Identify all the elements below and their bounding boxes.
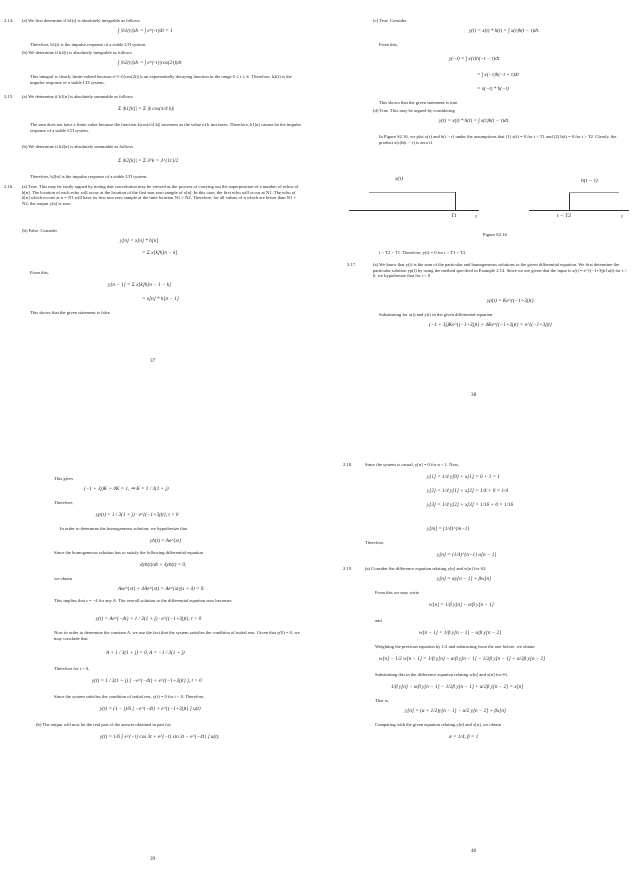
page-37	[0, 0, 319, 446]
problem-2-16-label: 2.16.	[4, 184, 14, 189]
p216b-conclusion: This shows that the given statement is false.	[30, 310, 111, 315]
since-para: Since the homogeneous solution has to satisfy the following differential equation	[54, 550, 203, 555]
p215a-paragraph: The sum does not have a finite value because the function k|cos(π/4 k)| increases as the value of k increases. Therefore, h1[n] cannot be the impulse response of a stable LTI system.	[30, 122, 302, 133]
fig-t-t2-label: t − T2	[557, 213, 572, 219]
br-eq8: w[n − 1] = 1/β y[n − 1] − α/β y[n − 2]	[419, 630, 502, 636]
p216b-eq3: y[n − 1] = Σ x[k]h[n − 1 − k]	[108, 282, 172, 288]
p214a-equation: ∫ |h1(τ)|dτ = ∫ e^{-τ}dτ = 1	[118, 28, 173, 34]
p214b-equation: ∫ |h2(τ)|dτ = ∫ e^{-τ}|cos(2τ)|dτ	[118, 60, 182, 66]
comparing: Comparing with the given equation relating y[n] and x[n], we obtain	[375, 722, 501, 727]
bl-eq8: y(t) = 1 / 3(1 + j) [ −e^{−4t} + e^{(−1+3j)t} ], t > 0	[92, 678, 202, 684]
page-38	[319, 0, 638, 446]
p216b-eq4: = x[n] * h[n − 1]	[142, 296, 179, 302]
fig-tau1-label: τ	[475, 214, 478, 220]
p216b-eq1: y[n] = x[n] * h[n]	[120, 238, 159, 244]
p215a-text: (a) We determine if h1[n] is absolutely summable as follows	[22, 94, 133, 99]
now-para: Now in order to determine the constant A, we use the fact that the system satisfies the condition of initial rest. Given that y(0) = 0, we may conclude that	[54, 630, 300, 641]
fig-t1-label: T1	[451, 213, 457, 219]
p214b-paragraph: This integral is clearly finite-valued because e^{-t}|cos(2t)| is an exponentially decaying function in the range 0 ≤ t ≤ ∞. Therefore, h2(t) is the impulse response of a stable LTI system.	[30, 74, 292, 85]
subst-para: Substituting this in the difference equation relating w[n] and x[n] for S1,	[375, 672, 509, 677]
br-eq1: y[1] = 1/4 y[0] + x[1] = 0 + 1 = 1	[427, 474, 500, 480]
br-eq7: w[n] = 1/β y[n] − α/β y[n − 1]	[429, 602, 494, 608]
br-eq12: α = 1/4, β = 1	[449, 734, 479, 740]
part-c-from: From this,	[379, 42, 398, 47]
p214a-conclusion: Therefore, h1(t) is the impulse response of a stable LTI system.	[30, 42, 147, 47]
p216a-paragraph: (a) True. This may be easily argued by noting that convolution may be viewed as the process of carrying out the superposition of a number of echos of h[n]. The location of each echo will occur at the location of the first non zero sample of x[n]. In this case, the first echo will occur at N1. The echo of h[n] which occurs at n = N1 will have its first non zero sample at the time location N1 + N2. Therefore, for all values of n which are lesser than N1 + N2, the output y[n] is zero.	[22, 184, 299, 206]
p217a-paragraph: (a) We know that y(t) is the sum of the particular and homogeneous solutions to the given differential equation. We first determine the particular solution yp(t) by using the method specified in Example 2.14. Since we are given that the input is x(t) = e^{(−1+3j)t}u(t) for t > 0, we hypothesize that for t > 0	[373, 262, 627, 279]
page-39	[0, 446, 319, 892]
p216b-from: From this,	[30, 270, 49, 275]
p215b-equation: Σ |h2[k]| = Σ 3^k = 3^{11}/2	[118, 158, 179, 164]
and: and	[375, 618, 382, 623]
problem-2-14-label: 2.14.	[4, 18, 14, 23]
br-eq3: y[3] = 1/4 y[2] + x[3] = 1/16 + 0 = 1/16	[427, 502, 514, 508]
part-d-text: (d) True. This may be argued by considering	[373, 108, 455, 113]
p218-text: Since the system is causal, y[n] = 0 for n < 1. Now,	[365, 462, 460, 467]
therefore-2: Therefore for t > 0,	[54, 666, 90, 671]
p215b-conclusion: Therefore, h2[n] is the impulse response of a stable LTI system.	[30, 174, 148, 179]
bl-eq9: y(t) = (1 − j)/6 [ −e^{−4t} + e^{(−1+3j)t} ] u(t)	[100, 706, 201, 712]
bl-eq10: y(t) = 1/6 [ e^{−t} cos 3t + e^{−t} sin 3t − e^{−4t} ] u(t).	[100, 734, 220, 740]
fig-h-label: h(t − τ)	[581, 178, 598, 184]
problem-2-17-label: 2.17.	[347, 262, 357, 267]
page-number: 40	[471, 848, 477, 854]
part-c-eq1: y(t) = x(t) * h(t) = ∫ x(τ)h(t − τ)dτ.	[469, 28, 540, 34]
we-obtain: we obtain	[54, 576, 72, 581]
p219a-text: (a) Consider the difference equation relating y[n] and w[n] for S2:	[365, 566, 487, 571]
problem-2-18-label: 2.18.	[343, 462, 353, 467]
p216b-text: (b) False. Consider	[22, 228, 58, 233]
bl-eq7: A + 1 / 3(1 + j) = 0, A = −1 / 3(1 + j)	[106, 650, 185, 656]
part-d-eq: y(t) = x(t) * h(t) = ∫ x(τ)h(t − τ)dτ.	[439, 118, 510, 124]
p216b-eq2: = Σ x[k]h[n − k]	[142, 250, 178, 256]
fig-x-top	[369, 192, 455, 193]
fig-h-top	[569, 192, 619, 193]
homog-para: In order to determine the homogeneous solution, we hypothesize that	[60, 526, 188, 531]
p215b-text: (b) We determine if h2[n] is absolutely summable as follows	[22, 144, 134, 149]
bl-eq3: yh(t) = Ae^{st}	[150, 538, 182, 544]
fig-x-axis-left	[349, 210, 479, 211]
page-40	[319, 446, 638, 892]
bl-eq2: yp(t) = 1 / 3(1 + j) · e^{(−1+3j)t}, t > 0	[96, 512, 179, 518]
part-d-paragraph: In Figure S2.16, we plot x(τ) and h(t − τ) under the assumptions that (1) x(t) = 0 for t > T1 and (2) h(t) = 0 for t > T2. Clearly, the product x(τ)h(t − τ) is zero if	[379, 134, 617, 145]
br-eq11: y[n] = (α + 1/2)y[n − 1] − α/2 y[n − 2] + βx[n]	[405, 708, 506, 714]
fig-caption: Figure S2.16	[483, 232, 507, 237]
therefore: Therefore,	[365, 540, 385, 545]
bl-eq5: Ase^{st} + 4Ae^{st} = Ae^{st}(s + 4) = 0.	[118, 586, 205, 592]
bl-eq4: dyh(t)/dt + 4yh(t) = 0,	[140, 562, 187, 568]
fig-tau2-label: τ	[621, 214, 624, 220]
weighting-para: Weighting the previous equation by 1/2 and subtracting from the one before, we obtain	[375, 644, 535, 649]
bl-eq6: y(t) = Ae^{−4t} + 1 / 3(1 + j) · e^{(−1+3j)t}, t > 0	[96, 616, 202, 622]
br-eq9: w[n] − 1/2 w[n − 1] = 1/β y[n] − α/β y[n − 1] − 1/2β y[n − 1] + α/2β y[n − 2]	[379, 656, 546, 662]
part-c-eq4: = x(−t) * h(−t)	[477, 86, 509, 92]
p215a-equation: Σ |h1[k]| = Σ |k cos(π/4 k)|	[118, 106, 175, 112]
br-eq2: y[2] = 1/4 y[1] + x[2] = 1/4 + 0 = 1/4	[427, 488, 509, 494]
part-c-text: (c) True. Consider	[373, 18, 407, 23]
from-above: From this we may write	[375, 590, 419, 595]
p217a-substituting: Substituting for x(t) and y(t) in the given differential equation,	[379, 312, 494, 317]
bl-eq1: (−1 + 3j)K + 4K = 1, ⇒ K = 1 / 3(1 + j)	[84, 486, 169, 492]
page-number: 38	[471, 392, 477, 398]
p214b-text: (b) We determine if h2(t) is absolutely integrable as follows	[22, 50, 132, 55]
part-c-eq2: y(−t) = ∫ x(τ)h(−t − τ)dτ	[449, 56, 500, 62]
br-eq6: y[n] = αy[n − 1] + βw[n]	[437, 576, 492, 582]
that-is: That is,	[375, 698, 389, 703]
page-number: 39	[150, 856, 156, 862]
part-c-eq3: = ∫ x(−τ)h(−t + τ)dτ	[477, 72, 520, 78]
fig-h-axis	[529, 210, 629, 211]
part-b-text: (b) The output will now be the real part of the answer obtained in part (a).	[36, 722, 172, 727]
fig-x-label: x(τ)	[395, 176, 404, 182]
br-eq10: 1/β y[n] − α/β y[n − 1] − 1/2β y[n − 1] + α/2β y[n − 2] = x[n]	[391, 684, 524, 690]
implies-para: This implies that s = −4 for any A. The overall solution to the differential equation now becomes	[54, 598, 232, 603]
this-gives: This gives	[54, 476, 74, 481]
p217a-eq1: yp(t) = Ke^{(−1+3j)t}.	[487, 298, 535, 304]
therefore: Therefore,	[54, 500, 74, 505]
page-number: 37	[150, 358, 156, 364]
problem-2-19-label: 2.19.	[343, 566, 353, 571]
since2-para: Since the system satisfies the condition of initial rest, y(t) = 0 for t < 0. Therefore,	[54, 694, 205, 699]
p214a-text: (a) We first determine if h1(t) is absolutely integrable as follows	[22, 18, 140, 23]
fig-h-edge	[569, 192, 570, 210]
fig-x-edge	[455, 192, 456, 210]
br-eq5: y[n] = (1/4)^{n−1} u[n − 1]	[437, 552, 497, 558]
p217a-eq2: (−1 + 3j)Ke^{(−1+3j)t} + 4Ke^{(−1+3j)t} = e^{(−1+3j)t}	[429, 322, 552, 328]
after-figure-text: t − T2 > T1. Therefore, y(t) = 0 for t > T1 + T2.	[379, 250, 467, 255]
part-c-conclusion: This shows that the given statement is true.	[379, 100, 459, 105]
br-eq4: y[m] = (1/4)^{m−1}	[427, 526, 470, 532]
problem-2-15-label: 2.15.	[4, 94, 14, 99]
